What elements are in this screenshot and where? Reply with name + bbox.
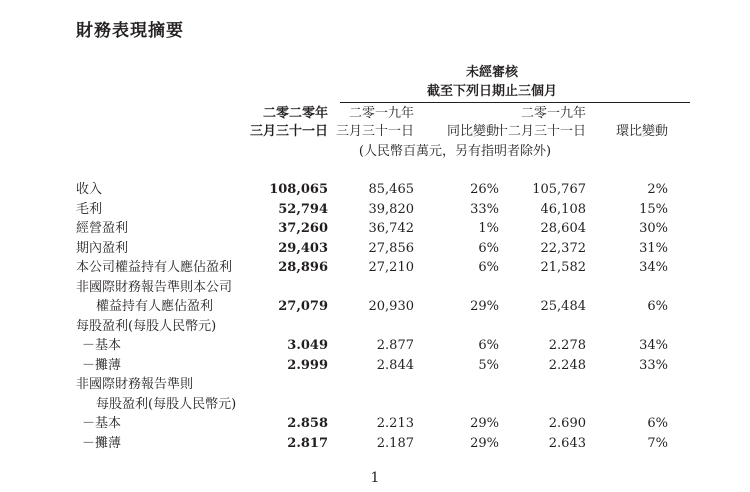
- value-qoq: 15%: [639, 201, 668, 217]
- col1-year: 二零二零年: [262, 106, 328, 121]
- value-q1-2019: 2.877: [376, 338, 414, 353]
- units-note: (人民幣百萬元，另有指明者除外): [358, 144, 552, 159]
- value-q4-2019: 46,108: [540, 201, 586, 217]
- value-q1-2019: 36,742: [368, 221, 414, 236]
- value-qoq: 33%: [639, 357, 668, 373]
- value-q1-2020: 28,896: [278, 260, 328, 275]
- table-row: [0, 239, 750, 259]
- value-qoq: 6%: [647, 416, 668, 431]
- col2-date: 三月三十一日: [335, 124, 414, 139]
- value-q4-2019: 21,582: [540, 260, 586, 275]
- page-title: 財務表現摘要: [76, 21, 184, 41]
- value-q1-2019: 20,930: [368, 299, 414, 314]
- value-yoy: 6%: [478, 240, 499, 256]
- col2-year: 二零一九年: [348, 106, 414, 121]
- value-q4-2019: 22,372: [540, 240, 586, 256]
- value-q1-2020: 108,065: [269, 182, 328, 197]
- value-q1-2020: 27,079: [278, 299, 328, 314]
- row-label: 每股盈利(每股人民幣元): [96, 396, 237, 412]
- table-row: [0, 336, 750, 356]
- value-qoq: 2%: [647, 182, 668, 197]
- value-q4-2019: 2.248: [548, 357, 586, 373]
- value-qoq: 34%: [639, 338, 668, 353]
- period-underline: [340, 102, 690, 103]
- value-qoq: 7%: [647, 435, 668, 451]
- row-label: 本公司權益持有人應佔盈利: [76, 260, 233, 275]
- table-row: [0, 414, 750, 434]
- row-label: 每股盈利(每股人民幣元): [76, 318, 217, 334]
- value-yoy: 6%: [478, 260, 499, 275]
- value-q1-2020: 29,403: [278, 240, 328, 256]
- table-row: [0, 278, 750, 298]
- value-q4-2019: 2.690: [548, 416, 586, 431]
- value-q4-2019: 2.278: [548, 338, 586, 353]
- value-q1-2019: 2.187: [376, 435, 414, 451]
- page-number: 1: [370, 470, 380, 486]
- table-row: [0, 317, 750, 337]
- col4-year: 二零一九年: [520, 106, 586, 121]
- value-qoq: 31%: [639, 240, 668, 256]
- value-qoq: 30%: [639, 221, 668, 236]
- value-q1-2020: 2.858: [287, 416, 328, 431]
- value-q4-2019: 28,604: [540, 221, 586, 236]
- col1-date: 三月三十一日: [249, 124, 328, 139]
- row-label: 收入: [76, 182, 103, 197]
- row-label: 權益持有人應佔盈利: [96, 299, 214, 314]
- value-q1-2020: 37,260: [278, 221, 328, 236]
- table-row: [0, 297, 750, 317]
- value-q4-2019: 105,767: [532, 182, 586, 197]
- row-label: 毛利: [76, 201, 103, 217]
- value-q1-2019: 2.844: [376, 357, 414, 373]
- value-yoy: 33%: [470, 201, 499, 217]
- header-unaudited: 未經審核: [465, 65, 519, 80]
- value-yoy: 29%: [470, 299, 499, 314]
- table-row: [0, 200, 750, 220]
- value-yoy: 29%: [470, 435, 499, 451]
- row-label: 經營盈利: [76, 221, 129, 236]
- row-label: 非國際財務報告準則: [76, 377, 194, 392]
- row-label: －基本: [82, 338, 122, 353]
- value-yoy: 26%: [470, 182, 499, 197]
- value-q4-2019: 25,484: [540, 299, 586, 314]
- value-q1-2019: 85,465: [368, 182, 414, 197]
- table-row: [0, 258, 750, 278]
- header-period: 截至下列日期止三個月: [426, 84, 558, 99]
- value-q1-2019: 39,820: [368, 201, 414, 217]
- col3-yoy: 同比變動: [446, 124, 499, 139]
- table-row: [0, 219, 750, 239]
- value-q1-2019: 27,856: [368, 240, 414, 256]
- row-label: －基本: [82, 416, 122, 431]
- row-label: －攤薄: [82, 357, 122, 373]
- row-label: 期內盈利: [76, 240, 129, 256]
- value-yoy: 5%: [478, 357, 499, 373]
- value-qoq: 34%: [639, 260, 668, 275]
- col4-date: 十二月三十一日: [494, 124, 586, 139]
- table-row: [0, 375, 750, 395]
- value-q1-2019: 27,210: [368, 260, 414, 275]
- value-yoy: 29%: [470, 416, 499, 431]
- value-qoq: 6%: [647, 299, 668, 314]
- financial-table: [0, 180, 750, 453]
- table-row: [0, 180, 750, 200]
- row-label: －攤薄: [82, 435, 122, 451]
- value-q1-2020: 2.999: [287, 357, 328, 373]
- value-q1-2020: 3.049: [287, 338, 328, 353]
- value-yoy: 1%: [478, 221, 499, 236]
- value-q1-2019: 2.213: [376, 416, 414, 431]
- value-q4-2019: 2.643: [548, 435, 586, 451]
- value-yoy: 6%: [478, 338, 499, 353]
- table-row: [0, 356, 750, 376]
- table-row: [0, 395, 750, 415]
- value-q1-2020: 52,794: [278, 201, 328, 217]
- row-label: 非國際財務報告準則本公司: [76, 279, 233, 295]
- table-row: [0, 434, 750, 454]
- col5-qoq: 環比變動: [615, 124, 668, 139]
- value-q1-2020: 2.817: [287, 435, 328, 451]
